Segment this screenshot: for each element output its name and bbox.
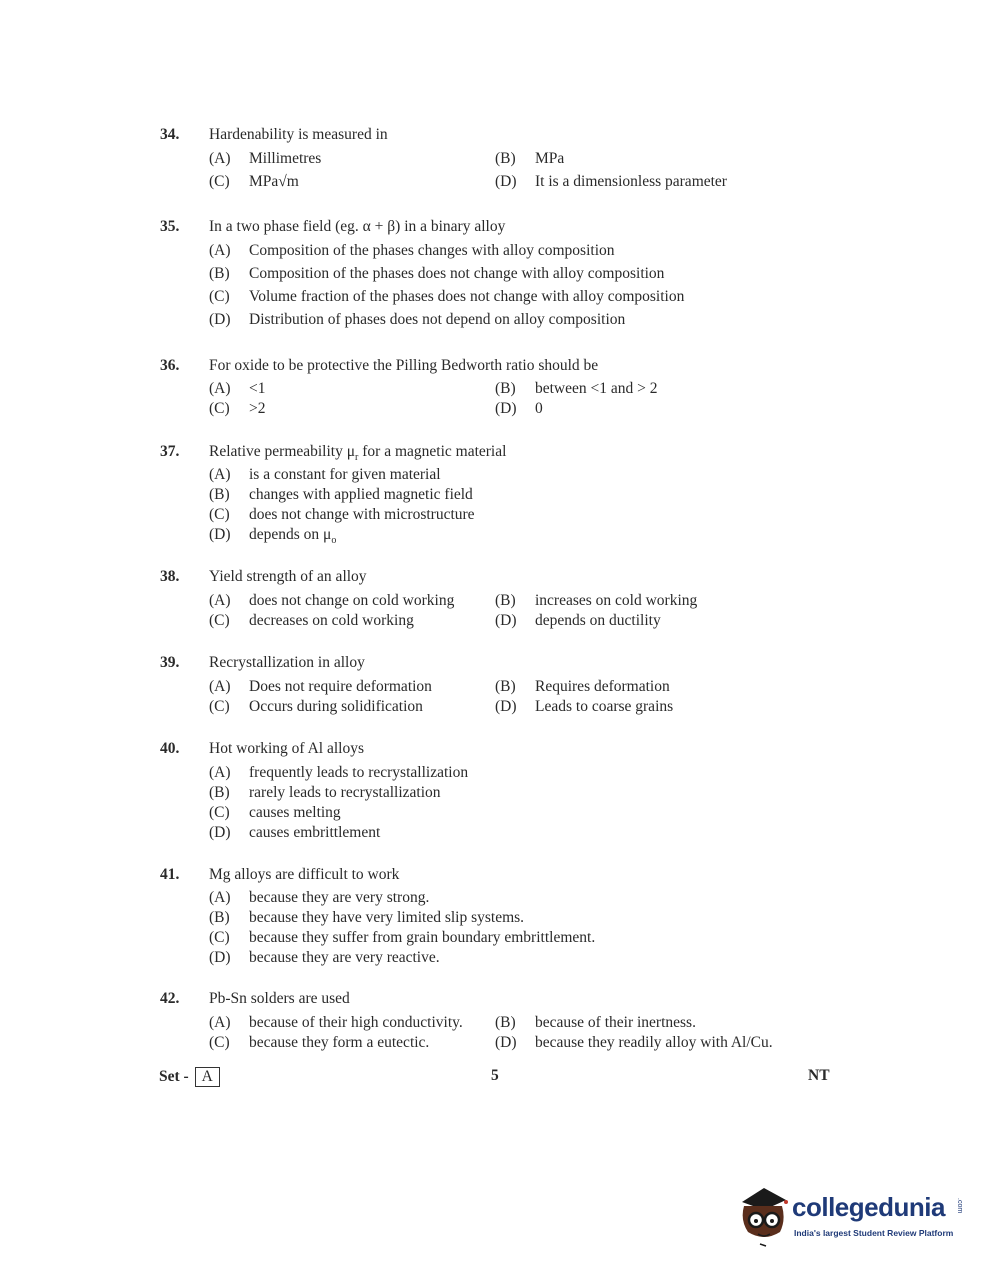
option-a: (A) frequently leads to recrystallization [209, 764, 469, 781]
option-a: (A) because of their high conductivity. [209, 1014, 463, 1031]
logo-dotcom: .com [956, 1198, 963, 1214]
question-number: 40. [160, 740, 180, 757]
question-number: 36. [160, 357, 180, 374]
question-number: 34. [160, 126, 180, 143]
option-d: (D) 0 [495, 400, 543, 417]
option-c: (C) causes melting [209, 804, 341, 821]
question-number: 42. [160, 990, 180, 1007]
option-c: (C) Occurs during solidification [209, 698, 423, 715]
option-d: (D) It is a dimensionless parameter [495, 173, 727, 190]
question-number: 38. [160, 568, 180, 585]
option-b: (B) Composition of the phases does not change with alloy composition [209, 265, 665, 282]
question-stem: Relative permeability $\mu_r$ for a magnetic material [209, 443, 507, 464]
option-c: (C) >2 [209, 400, 266, 417]
set-box: A [195, 1067, 220, 1087]
paper-code: NT [808, 1067, 830, 1084]
option-d: (D) depends on $\mu_o$ [209, 526, 337, 547]
question-stem: Pb-Sn solders are used [209, 990, 350, 1007]
question-stem: Yield strength of an alloy [209, 568, 367, 585]
option-c: (C) Volume fraction of the phases does not change with alloy composition [209, 288, 685, 305]
question-number: 35. [160, 218, 180, 235]
question-stem: Hot working of Al alloys [209, 740, 364, 757]
option-c: (C) does not change with microstructure [209, 506, 475, 523]
option-a: (A) Millimetres [209, 150, 322, 167]
mascot-icon [734, 1180, 794, 1250]
option-d: (D) because they readily alloy with Al/Cu. [495, 1034, 773, 1051]
option-a: (A) does not change on cold working [209, 592, 455, 609]
option-b: (B) increases on cold working [495, 592, 698, 609]
option-c: (C) because they suffer from grain boundary embrittlement. [209, 929, 596, 946]
logo-tagline: India's largest Student Review Platform [794, 1228, 954, 1238]
option-c: (C) decreases on cold working [209, 612, 414, 629]
option-a: (A) because they are very strong. [209, 889, 430, 906]
option-b: (B) because of their inertness. [495, 1014, 696, 1031]
logo-wordmark: collegedunia [792, 1192, 945, 1222]
question-stem: In a two phase field (eg. α + β) in a binary alloy [209, 218, 506, 235]
option-c: (C) because they form a eutectic. [209, 1034, 430, 1051]
page-number: 5 [491, 1067, 499, 1084]
option-c: (C) MPa√m [209, 173, 299, 190]
question-stem: Recrystallization in alloy [209, 654, 365, 671]
option-d: (D) because they are very reactive. [209, 949, 440, 966]
question-stem: Mg alloys are difficult to work [209, 866, 400, 883]
collegedunia-logo [734, 1180, 964, 1250]
option-b: (B) MPa [495, 150, 565, 167]
option-b: (B) Requires deformation [495, 678, 670, 695]
option-b: (B) because they have very limited slip systems. [209, 909, 525, 926]
option-d: (D) Distribution of phases does not depend on alloy composition [209, 311, 626, 328]
question-number: 41. [160, 866, 180, 883]
option-a: (A) Does not require deformation [209, 678, 432, 695]
question-stem: Hardenability is measured in [209, 126, 388, 143]
option-d: (D) depends on ductility [495, 612, 661, 629]
question-number: 39. [160, 654, 180, 671]
option-a: (A) Composition of the phases changes with alloy composition [209, 242, 615, 259]
option-a: (A) <1 [209, 380, 266, 397]
question-number: 37. [160, 443, 180, 460]
option-d: (D) causes embrittlement [209, 824, 381, 841]
option-b: (B) between <1 and > 2 [495, 380, 658, 397]
option-a: (A) is a constant for given material [209, 466, 441, 483]
option-b: (B) changes with applied magnetic field [209, 486, 473, 503]
set-indicator: Set - A [159, 1067, 220, 1087]
question-stem: For oxide to be protective the Pilling Bedworth ratio should be [209, 357, 599, 374]
option-b: (B) rarely leads to recrystallization [209, 784, 441, 801]
option-d: (D) Leads to coarse grains [495, 698, 674, 715]
